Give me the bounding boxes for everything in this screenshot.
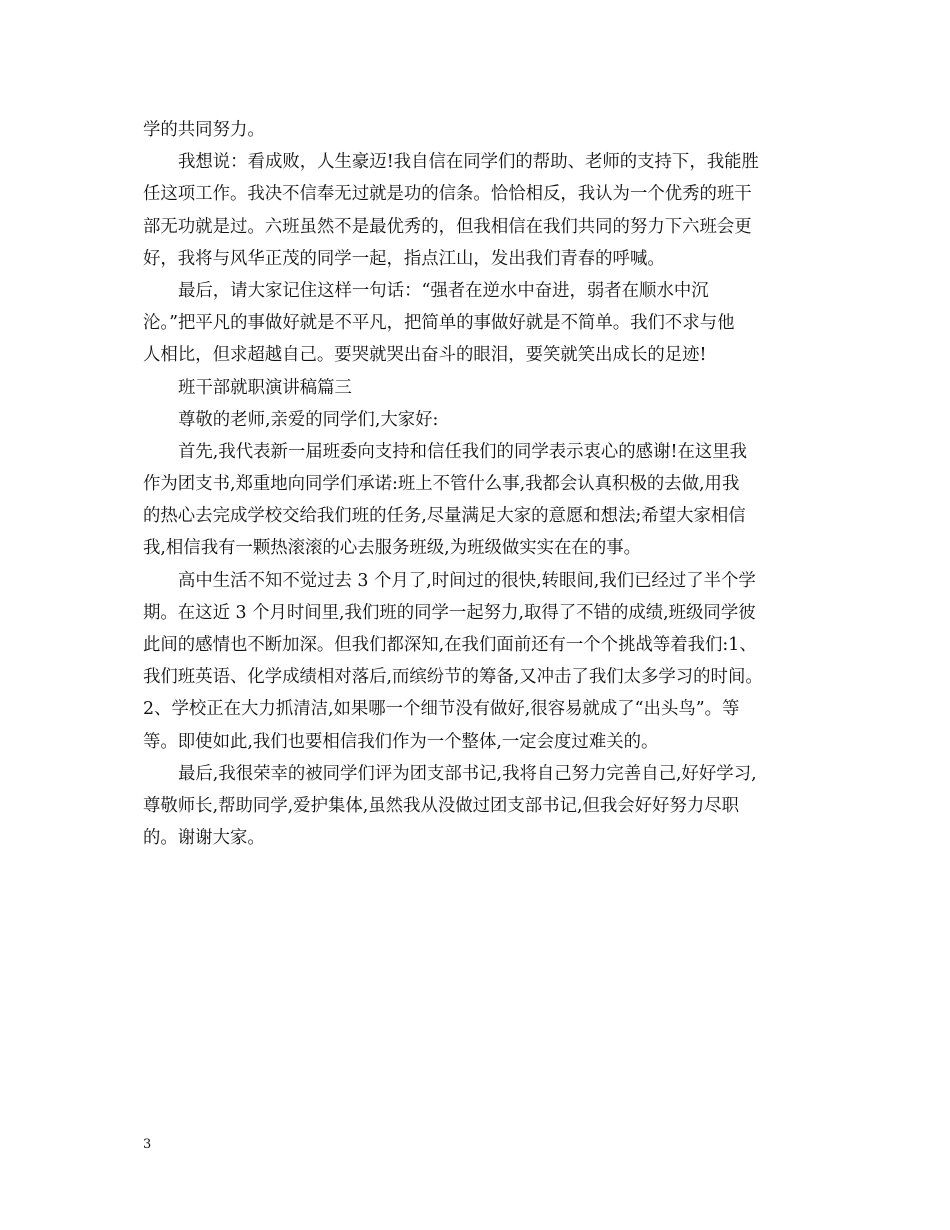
text-line: 尊敬师长,帮助同学,爱护集体,虽然我从没做过团支部书记,但我会好好努力尽职 (143, 795, 740, 816)
salutation: 尊敬的老师,亲爱的同学们,大家好: (178, 409, 439, 430)
text-line: 等。即使如此,我们也要相信我们作为一个整体,一定会度过难关的。 (143, 731, 659, 752)
text-line: 我,相信我有一颗热滚滚的心去服务班级,为班级做实实在在的事。 (143, 538, 641, 559)
text-line: 2、学校正在大力抓清洁,如果哪一个细节没有做好,很容易就成了“出头鸟”。等 (143, 699, 740, 720)
text-line: 学的共同努力。 (143, 120, 265, 140)
text-line: 首先,我代表新一届班委向支持和信任我们的同学表示衷心的感谢!在这里我 (178, 441, 748, 462)
text-line: 好，我将与风华正茂的同学一起，指点江山，发出我们青春的呼喊。 (143, 248, 665, 269)
page-number: 3 (143, 1137, 152, 1152)
text-line: 最后，请大家记住这样一句话：“强者在逆水中奋进，弱者在顺水中沉 (178, 280, 709, 301)
text-line: 此间的感情也不断加深。但我们都深知,在我们面前还有一个个挑战等着我们:1、 (143, 635, 757, 655)
section-heading: 班干部就职演讲稿篇三 (178, 377, 352, 398)
document-body (143, 114, 807, 854)
text-line: 最后,我很荣幸的被同学们评为团支部书记,我将自己努力完善自己,好好学习, (178, 763, 757, 784)
text-line: 的热心去完成学校交给我们班的任务,尽量满足大家的意愿和想法;希望大家相信 (143, 506, 746, 527)
text-line: 部无功就是过。六班虽然不是最优秀的，但我相信在我们共同的努力下六班会更 (143, 216, 752, 237)
text-line: 任这项工作。我决不信奉无过就是功的信条。恰恰相反，我认为一个优秀的班干 (143, 184, 752, 205)
text-line: 的。谢谢大家。 (143, 828, 265, 849)
text-line: 期。在这近 3 个月时间里,我们班的同学一起努力,取得了不错的成绩,班级同学彼 (143, 602, 756, 623)
text-line: 人相比，但求超越自己。要哭就哭出奋斗的眼泪，要笑就笑出成长的足迹! (143, 345, 707, 366)
text-line: 沦。”把平凡的事做好就是不平凡，把简单的事做好就是不简单。我们不求与他 (143, 313, 735, 334)
text-line: 我想说：看成败，人生豪迈!我自信在同学们的帮助、老师的支持下，我能胜 (178, 152, 759, 173)
text-line: 高中生活不知不觉过去 3 个月了,时间过的很快,转眼间,我们已经过了半个学 (178, 570, 756, 591)
text-line: 我们班英语、化学成绩相对落后,而缤纷节的筹备,又冲击了我们太多学习的时间。 (143, 667, 763, 688)
text-line: 作为团支书,郑重地向同学们承诺:班上不管什么事,我都会认真积极的去做,用我 (143, 474, 740, 495)
